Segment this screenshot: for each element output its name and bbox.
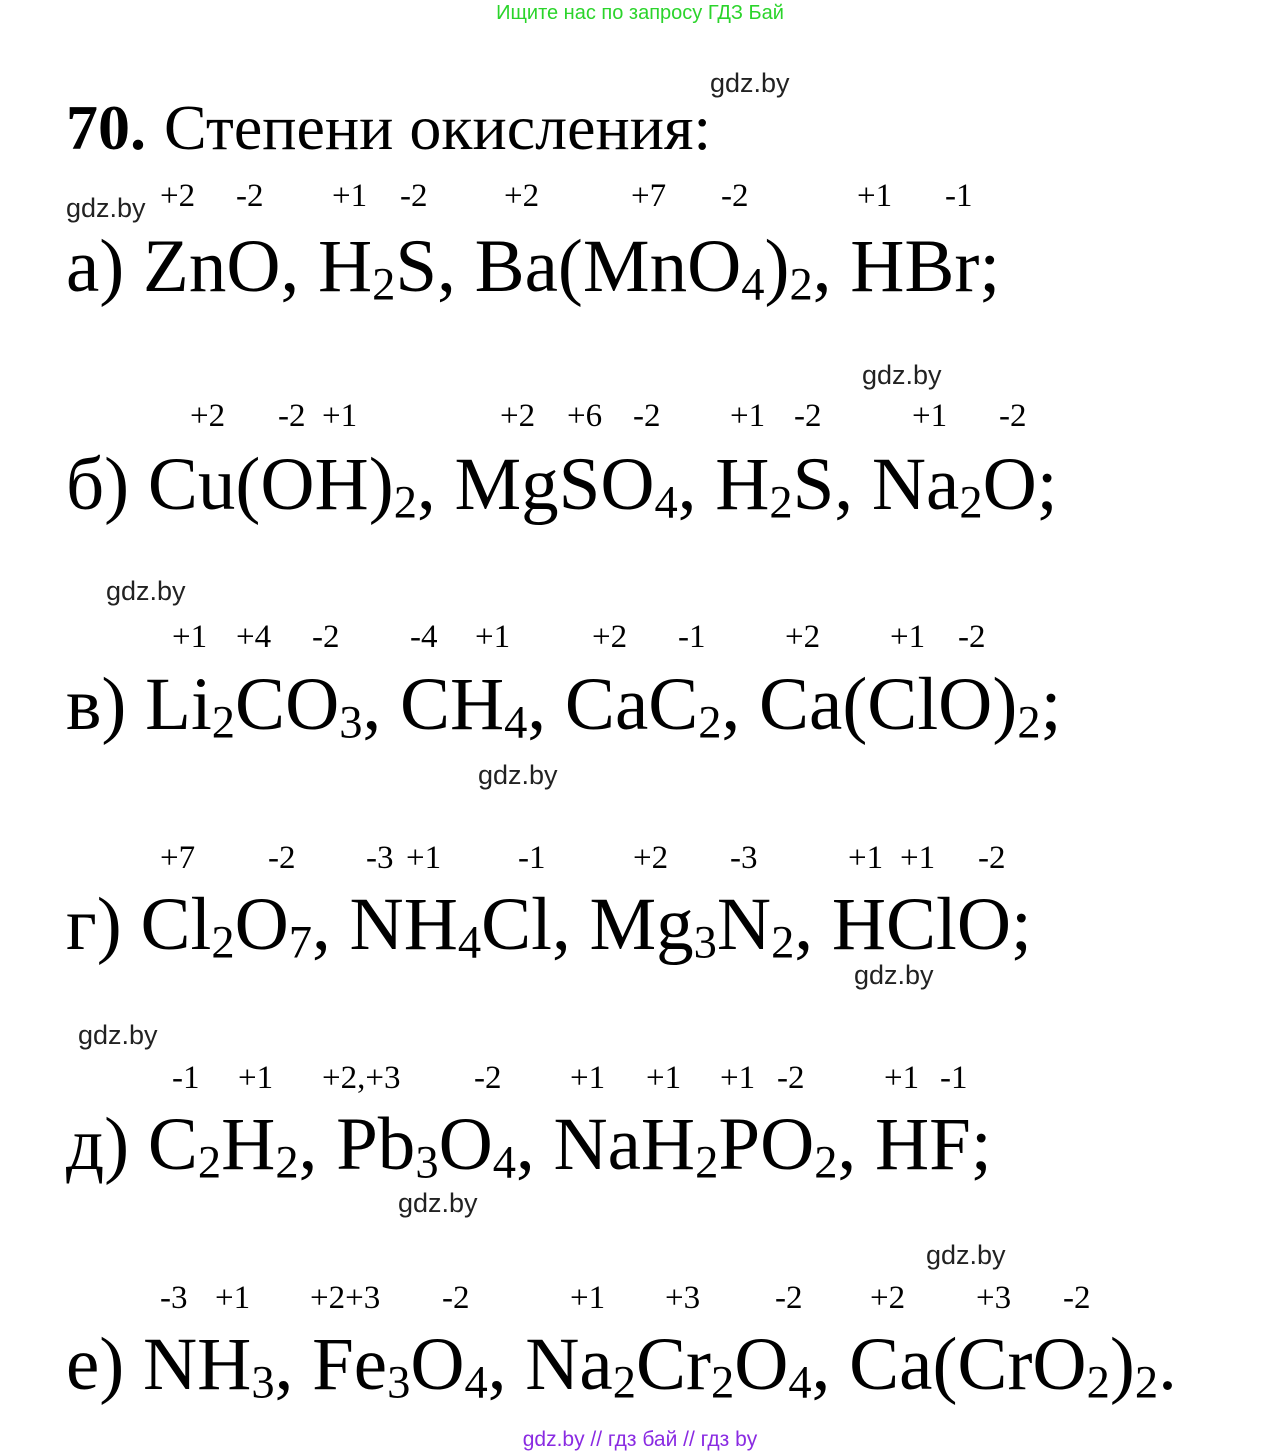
watermark: gdz.by [862, 360, 942, 390]
charge: +1 [912, 398, 948, 434]
charge: -3 [160, 1280, 188, 1316]
watermark: gdz.by [926, 1240, 1006, 1270]
charge: +1 [215, 1280, 251, 1316]
charge: +1 [890, 619, 926, 655]
watermark: gdz.by [478, 760, 558, 790]
charge: -2 [721, 178, 749, 214]
charge: +7 [631, 178, 667, 214]
watermark: gdz.by [710, 68, 790, 98]
charge: -2 [268, 840, 296, 876]
watermark: gdz.by [398, 1188, 478, 1218]
charge: -2 [278, 398, 306, 434]
formula-row-a: а) ZnO, $H_2S$, $Ba(MnO_4)_2$, HBr; [66, 225, 1001, 311]
charge: -2 [1063, 1280, 1091, 1316]
charge: +1 [848, 840, 884, 876]
charge: +1 [475, 619, 511, 655]
watermark: gdz.by [66, 193, 146, 223]
charges-row-a [0, 178, 1280, 214]
formula-row-v: в) $Li_2CO_3$, $CH_4$, CaC$_2$, $Ca(ClO)_2$; [66, 663, 1062, 749]
charge: +2+3 [310, 1280, 381, 1316]
charge: -3 [366, 840, 394, 876]
charge: -2 [958, 619, 986, 655]
watermark: gdz.by [854, 960, 934, 990]
watermark: gdz.by [106, 576, 186, 606]
charge: +1 [406, 840, 442, 876]
charge: +7 [160, 840, 196, 876]
charge: -1 [518, 840, 546, 876]
charge: +2 [633, 840, 669, 876]
charge: +1 [720, 1060, 756, 1096]
charges-row-g [0, 840, 1280, 876]
charge: -2 [442, 1280, 470, 1316]
charge: +1 [857, 178, 893, 214]
top-banner: Ищите нас по запросу ГДЗ Бай [496, 2, 784, 24]
charges-row-e [0, 1280, 1280, 1316]
charge: +3 [976, 1280, 1012, 1316]
charge: -1 [940, 1060, 968, 1096]
charge: -4 [410, 619, 438, 655]
charges-row-b [0, 398, 1280, 434]
charge: +1 [900, 840, 936, 876]
charge: +2 [160, 178, 196, 214]
charges-row-v [0, 619, 1280, 655]
charge: +1 [322, 398, 358, 434]
charge: -2 [236, 178, 264, 214]
charge: +1 [570, 1060, 606, 1096]
exercise-number: 70. [66, 92, 146, 163]
formula-row-d: д) $C_2H_2$, $Pb_3O_4$, $NaH_2PO_2$, HF; [66, 1103, 992, 1189]
watermark: gdz.by [78, 1020, 158, 1050]
charge: +2 [190, 398, 226, 434]
charge: -2 [978, 840, 1006, 876]
charge: +2,+3 [322, 1060, 401, 1096]
charges-row-d [0, 1060, 1280, 1096]
charge: +1 [238, 1060, 274, 1096]
formula-row-e: е) $NH_3$, $Fe_3O_4$, $Na_2Cr_2O_4$, $Ca(CrO_2)_2$. [66, 1323, 1177, 1409]
charge: +3 [665, 1280, 701, 1316]
formula-row-b: б) $Cu(OH)_2$, MgSO$_4$, $H_2S$, $Na_2O$; [66, 443, 1058, 529]
charge: +1 [332, 178, 368, 214]
charge: -2 [474, 1060, 502, 1096]
footer-links: gdz.by // гдз бай // гдз by [522, 1428, 758, 1451]
charge: -1 [172, 1060, 200, 1096]
charge: -2 [633, 398, 661, 434]
charge: -1 [945, 178, 973, 214]
charge: +1 [646, 1060, 682, 1096]
charge: -2 [777, 1060, 805, 1096]
formula-row-g: г) $Cl_2O_7$, $NH_4Cl$, $Mg_3N_2$, HClO; [66, 883, 1032, 969]
charge: +4 [236, 619, 272, 655]
charge: +2 [592, 619, 628, 655]
charge: -2 [775, 1280, 803, 1316]
charge: -2 [999, 398, 1027, 434]
charge: +2 [500, 398, 536, 434]
charge: -1 [678, 619, 706, 655]
charge: +1 [884, 1060, 920, 1096]
charge: +2 [870, 1280, 906, 1316]
charge: -2 [400, 178, 428, 214]
charge: -2 [312, 619, 340, 655]
charge: +1 [570, 1280, 606, 1316]
charge: -2 [794, 398, 822, 434]
title-text: Степени окисления: [164, 92, 712, 163]
charge: -3 [730, 840, 758, 876]
charge: +2 [785, 619, 821, 655]
page-title [66, 88, 711, 168]
charge: +6 [567, 398, 603, 434]
charge: +1 [172, 619, 208, 655]
charge: +1 [730, 398, 766, 434]
charge: +2 [504, 178, 540, 214]
